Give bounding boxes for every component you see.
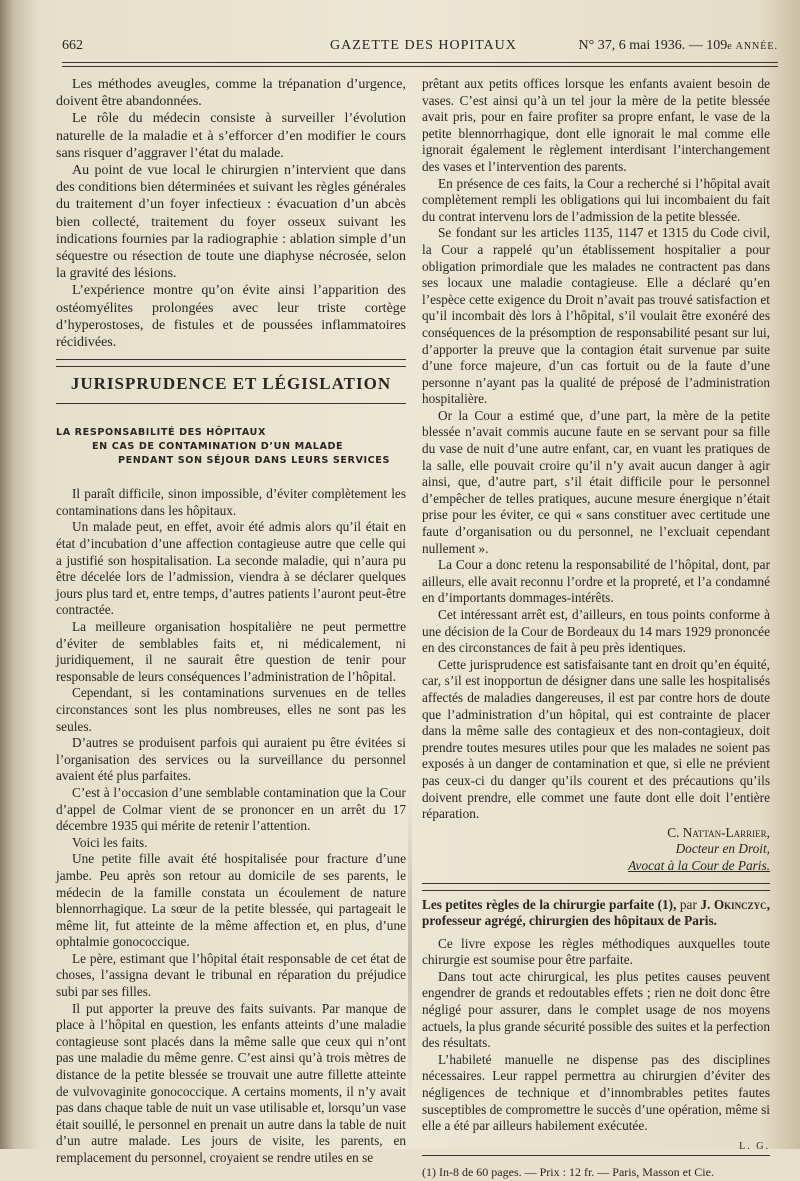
column-fold-shadow xyxy=(408,790,412,1110)
article-title xyxy=(56,426,406,468)
footnote: (1) In-8 de 60 pages. — Prix : 12 fr. — Paris, Masson et Cie. xyxy=(422,1155,770,1181)
intro-text xyxy=(56,76,406,351)
rubric-title: JURISPRUDENCE ET LÉGISLATION xyxy=(56,373,406,395)
paragraph: Il paraît difficile, sinon impossible, d’éviter complètement les contaminations dans les hôpitaux. xyxy=(56,486,406,519)
review-heading xyxy=(422,897,770,930)
paragraph: Cependant, si les contaminations survenues en de telles circonstances sont les plus nombreuses, elles ne sont pas les seules. xyxy=(56,685,406,735)
review-author: J. Okinczyc, xyxy=(700,897,770,912)
paragraph: La Cour a donc retenu la responsabilité de l’hôpital, dont, par ailleurs, elle avait reconnu l’ordre et la propreté, et l’a condamné en d’importants dommages-intérêts. xyxy=(422,557,770,607)
paper-name: GAZETTE DES HOPITAUX xyxy=(330,38,517,54)
paragraph: L’habileté manuelle ne dispense pas des disciplines nécessaires. Leur rappel permettra au chirurgien d’éviter des négligences de technique et d’innombrables petites fautes susceptibles de compromettre le succès d’une opération, même si elle a été par ailleurs habilement exécutée. xyxy=(422,1052,770,1135)
paragraph: Les méthodes aveugles, comme la trépanation d’urgence, doivent être abandonnées. xyxy=(56,76,406,110)
article-signature xyxy=(422,825,770,875)
paragraph: Cet intéressant arrêt est, d’ailleurs, en tous points conforme à une décision de la Cour de Bordeaux du 14 mars 1929 prononcée en des circonstances de fait à peu près identiques. xyxy=(422,607,770,657)
left-column xyxy=(56,76,406,1136)
review-affiliation: professeur agrégé, chirurgien des hôpitaux de Paris. xyxy=(422,913,717,928)
article-title-line: EN CAS DE CONTAMINATION D’UN MALADE xyxy=(56,440,406,454)
issue-info xyxy=(579,38,778,54)
rubric-underline xyxy=(56,403,406,404)
signature-role: Docteur en Droit, xyxy=(422,841,770,858)
book-review xyxy=(422,897,770,1181)
article-title-line: PENDANT SON SÉJOUR DANS LEURS SERVICES xyxy=(56,454,406,468)
paragraph: Or la Cour a estimé que, d’une part, la mère de la petite blessée n’avait commis aucune faute en se servant pour sa fille du vase de nuit d’une autre enfant, car, en vuant les pratiques de la salle, elle pouvait croire qu’il n’y avait aucun danger à agir ainsi, que, d’autre part, s’il était difficile pour le personnel d’empêcher de telles pratiques, aucune mesure énergique n’était prise pour les éviter, ce qui « sans constituer avec certitude une faute d’organisation ou du personnel, ne l’excluait cependant nullement ». xyxy=(422,408,770,557)
section-divider xyxy=(56,359,406,367)
signature-place: Avocat à la Cour de Paris. xyxy=(422,858,770,875)
issue-main: N° 37, 6 mai 1936. — 109 xyxy=(579,38,728,53)
paragraph: L’expérience montre qu’on évite ainsi l’apparition des ostéomyélites prolongées avec leur triste cortège d’hyperostoses, de fistules et de poussées inflammatoires récidivées. xyxy=(56,282,406,351)
page-header xyxy=(62,38,778,60)
paragraph: Un malade peut, en effet, avoir été admis alors qu’il était en état d’incubation d’une affection contagieuse autre que celle qui a justifié son hospitalisation. La seconde maladie, qui n’aura pu être décelée lors de l’admission, viendra à se déclarer quelques jours plus tard et, entre temps, d’autres patients l’auront peut-être contractée. xyxy=(56,519,406,619)
paragraph: D’autres se produisent parfois qui auraient pu être évitées si l’organisation des services ou la surveillance du personnel avaient été plus parfaites. xyxy=(56,735,406,785)
paragraph: Ce livre expose les règles méthodiques auxquelles toute chirurgie est soumise pour être parfaite. xyxy=(422,936,770,969)
paragraph: Il put apporter la preuve des faits suivants. Par manque de place à l’hôpital en question, les enfants atteints d’une maladie contagieuse sont placés dans la même salle que ceux qui n’ont pas une maladie du même genre. C’est ainsi qu’à trois mètres de distance de la petite blessée se trouvait une autre fillette atteinte de vulvovaginite gonococcique. A certains moments, il n’y avait pas dans chaque table de nuit un vase utilisable et, lorsqu’un vase était souillé, le personnel en prenait un autre dans la table de nuit d’un autre malade. Les jours de visite, les parents, en remplacement du personnel, croyaient se rendre utiles en se xyxy=(56,1001,406,1167)
review-initials: L. G. xyxy=(422,1139,770,1156)
paragraph: Dans tout acte chirurgical, les plus petites causes peuvent engendrer de grands et redoutables effets ; rien ne doit donc être négligé pour assurer, dans le complet usage de nos moyens actuels, la plus grande sécurité possible des suites et la perfection des résultats. xyxy=(422,969,770,1052)
paragraph: Cette jurisprudence est satisfaisante tant en droit qu’en équité, car, s’il est inopportun de désigner dans une salle les hospitalisés affectés de maladies dangereuses, il est par contre hors de doute que l’administration d’un hôpital, qui est contrainte de placer dans la même salle des contagieux et des non-contagieux, doit prendre toutes mesures utiles pour que les malades ne soient pas exposés à un danger de contamination et que, si elle ne prévient pas ceux-ci du danger qu’ils courent et des précautions qu’ils doivent prendre, elle commet une faute dont elle doit l’entière réparation. xyxy=(422,657,770,823)
paragraph: Le père, estimant que l’hôpital était responsable de cet état de choses, l’assigna devant le tribunal en réparation du préjudice subi par ses filles. xyxy=(56,951,406,1001)
issue-suffix: e ANNÉE. xyxy=(727,41,778,52)
article-body-left xyxy=(56,486,406,1166)
header-rule-2 xyxy=(62,66,778,67)
paragraph: La meilleure organisation hospitalière ne peut permettre d’éviter de semblables faits et, ni médicalement, ni juridiquement, il ne saurait être question de tenir pour responsable de leurs conséquences l’administration de l’hôpital. xyxy=(56,619,406,685)
right-column xyxy=(422,76,770,1136)
signature-name: C. Nattan-Larrier, xyxy=(422,825,770,842)
paragraph: Se fondant sur les articles 1135, 1147 et 1315 du Code civil, la Cour a rappelé qu’un établissement hospitalier a pour obligation primordiale que les malades ne contractent pas dans ses locaux une maladie contagieuse. Elle a déclaré qu’en l’espèce cette exigence du Droit n’avait pas trouvé satisfaction et qu’il incombait dès lors à l’hôpital, s’il voulait être exonéré des conséquences de la présomption de responsabilité pesant sur lui, d’apporter la preuve que la contagion était survenue par suite d’une force majeure, d’un cas fortuit ou de la faute d’une personne n’ayant pas la qualité de préposé de l’administration hospitalière. xyxy=(422,225,770,408)
paragraph: En présence de ces faits, la Cour a recherché si l’hôpital avait complètement rempli les obligations qui lui incombaient du fait du contrat intervenu lors de l’admission de la petite blessée. xyxy=(422,176,770,226)
paragraph: prêtant aux petits offices lorsque les enfants avaient besoin de vases. C’est ainsi qu’à un tel jour la mère de la petite blessée avait pris, pour en faire profiter sa propre enfant, le vase de la petite blennorrhagique, dont elle ignorait le mal comme elle ignorait également le règlement interdisant l’interchangement des vases et l’intervention des parents. xyxy=(422,76,770,176)
article-title-line: LA RESPONSABILITÉ DES HÔPITAUX xyxy=(56,426,406,440)
paragraph: Une petite fille avait été hospitalisée pour fracture d’une jambe. Peu après son retour au domicile de ses parents, le médecin de la famille constata un écoulement de nature blennorrhagique. La sœur de la petite blessée, qui partageait le même lit, fut atteinte de la même affection et, en plus, d’une ophtalmie gonococcique. xyxy=(56,851,406,951)
review-by: par xyxy=(680,897,697,912)
paragraph: Voici les faits. xyxy=(56,835,406,852)
section-divider xyxy=(422,883,770,891)
page-number: 662 xyxy=(62,38,83,54)
paragraph: C’est à l’occasion d’une semblable contamination que la Cour d’appel de Colmar vient de se prononcer en un arrêt du 17 décembre 1935 qui mérite de retenir l’attention. xyxy=(56,785,406,835)
paragraph: Le rôle du médecin consiste à surveiller l’évolution naturelle de la maladie et à s’efforcer d’en modifier le cours sans risquer d’aggraver l’état du malade. xyxy=(56,110,406,162)
header-rule xyxy=(62,62,778,63)
article-body-right xyxy=(422,76,770,823)
review-title: Les petites règles de la chirurgie parfaite (1), xyxy=(422,897,676,912)
paragraph: Au point de vue local le chirurgien n’intervient que dans des conditions bien déterminées et suivant les règles générales du traitement d’un foyer infectieux : évacuation d’un abcès bien collecté, traitement du foyer osseux suivant les indications fournies par la radiographie : ablation simple d’un séquestre ou résection de toute une diaphyse nécrosée, selon la gravité des lésions. xyxy=(56,162,406,282)
